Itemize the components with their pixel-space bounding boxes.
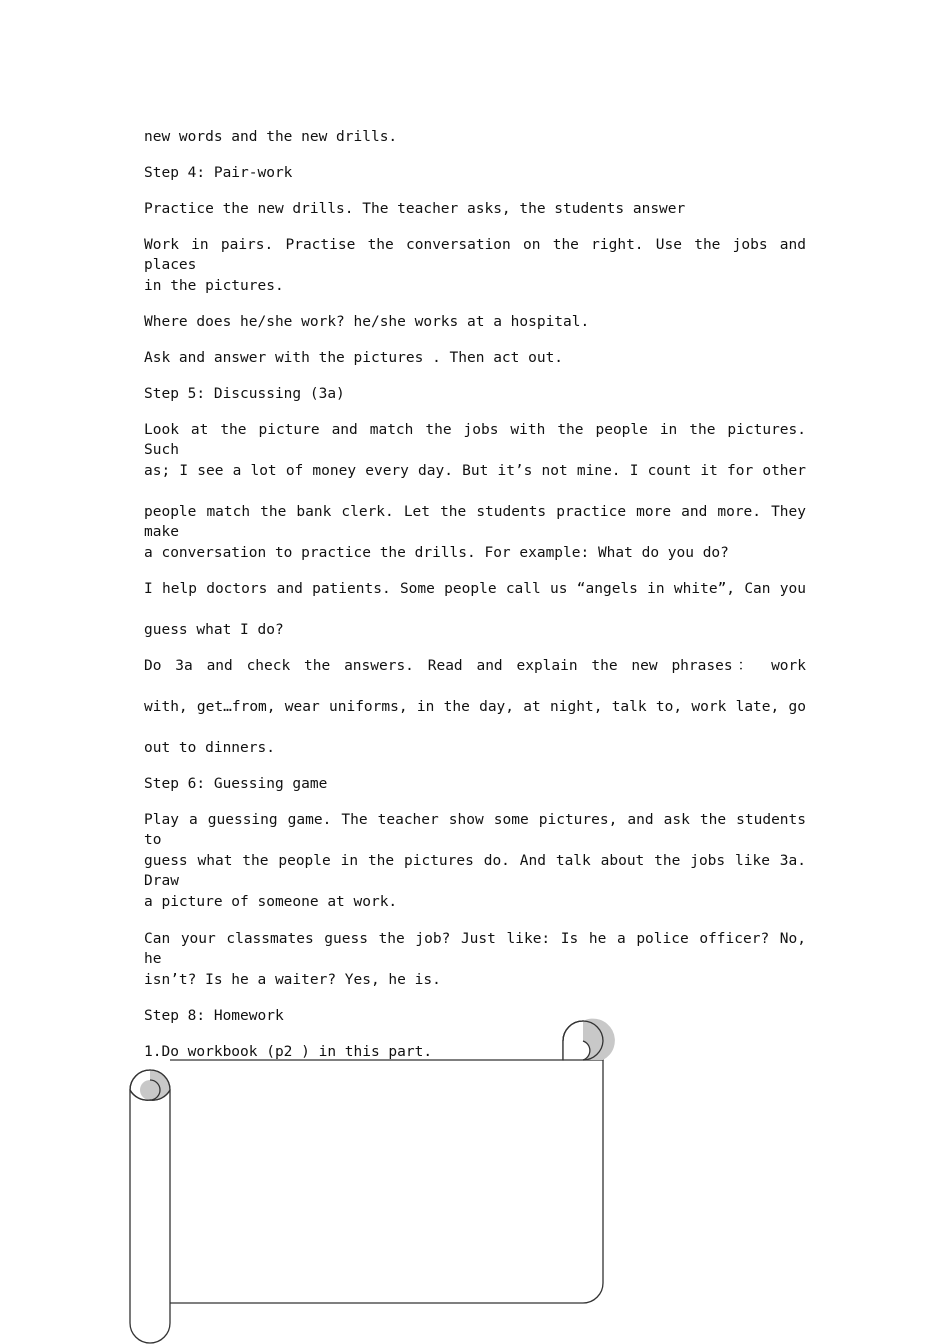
text-line: people match the bank clerk. Let the students practice more and more. They make: [144, 504, 806, 540]
step-heading: Step 8: Homework: [144, 1008, 284, 1024]
text-line: Where does he/she work? he/she works at a hospital.: [144, 314, 590, 330]
text-line: new words and the new drills.: [144, 129, 398, 145]
text-line: out to dinners.: [144, 740, 275, 756]
text-line: I help doctors and patients. Some people call us “angels in white”, Can you: [144, 581, 806, 597]
step-heading: Step 6: Guessing game: [144, 776, 328, 792]
text-line: with, get…from, wear uniforms, in the day, at night, talk to, work late, go: [144, 699, 806, 715]
text-line: Look at the picture and match the jobs with the people in the pictures. Such: [144, 422, 806, 458]
step-heading: Step 5: Discussing (3a): [144, 386, 345, 402]
text-line: isn’t? Is he a waiter? Yes, he is.: [144, 972, 441, 988]
step-heading: Step 4: Pair-work: [144, 165, 293, 181]
text-line: Practice the new drills. The teacher asks, the students answer: [144, 201, 686, 217]
text-line: Can your classmates guess the job? Just like: Is he a police officer? No, he: [144, 931, 806, 967]
text-line: guess what I do?: [144, 622, 284, 638]
text-line: Play a guessing game. The teacher show some pictures, and ask the students to: [144, 812, 806, 848]
text-line: Work in pairs. Practise the conversation on the right. Use the jobs and places: [144, 237, 806, 273]
text-line: guess what the people in the pictures do. And talk about the jobs like 3a. Draw: [144, 853, 806, 889]
text-line: a picture of someone at work.: [144, 894, 398, 910]
text-line: Ask and answer with the pictures . Then act out.: [144, 350, 564, 366]
text-line: 1.Do workbook (p2 ) in this part.: [144, 1044, 433, 1060]
text-line: in the pictures.: [144, 278, 284, 294]
text-line: a conversation to practice the drills. For example: What do you do?: [144, 545, 729, 561]
text-line: Do 3a and check the answers. Read and explain the new phrases： work: [144, 658, 806, 674]
text-line: as; I see a lot of money every day. But it’s not mine. I count it for other: [144, 463, 806, 479]
